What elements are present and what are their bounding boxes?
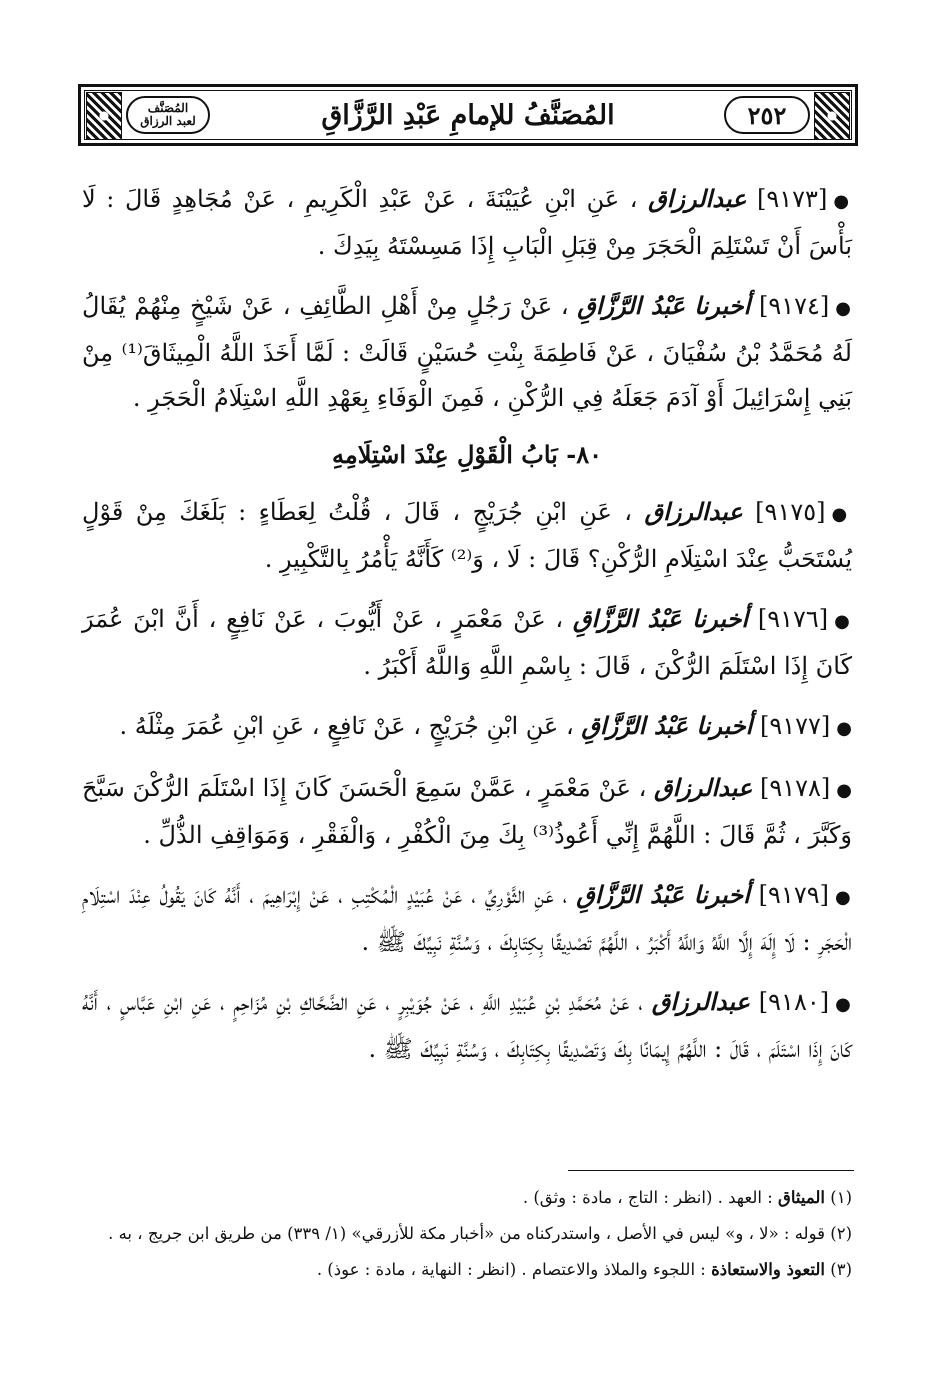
bullet-icon: ● (833, 191, 852, 212)
hadith-source: عبدالرزاق (644, 497, 743, 526)
hadith-paragraph (82, 283, 852, 421)
book-title: المُصَنَّفُ للإمامِ عَبْدِ الرَّزَّاقِ (321, 100, 615, 131)
hadith-source: عبدالرزاق (651, 987, 750, 1016)
hadith-paragraph (82, 596, 852, 689)
hadith-text: ، عَنْ مُحَمَّدِ بْنِ عُبَيْدِ اللَّهِ ، عَنْ جُوَيْبِرٍ ، عَنِ الضَّحَّاكِ بْنِ مُزَاحِمٍ ، عَنِ ابْنِ عَبَّاسٍ ، أَنَّهُ كَانَ إِذَا اسْتَلَمَ ، قَالَ : اللَّهُمَّ إِيمَانًا بِكَ وَتَصْدِيقًا بِكِتَابِكَ ، وَسُنَّةِ نَبِيِّكَ ﷺ . (82, 988, 852, 1063)
logo-line: لعبد الرزاق (140, 114, 196, 128)
footnote-marker: (١) (830, 1188, 852, 1207)
corner-ornament-icon (814, 92, 850, 140)
hadith-text: ، عَنِ ابْنِ جُرَيْجٍ ، عَنْ نَافِعٍ ، عَنِ ابْنِ عُمَرَ مِثْلَهُ . (119, 712, 574, 740)
footnote-text: قوله : «لا ، و» ليس في الأصل ، واستدركناه من «أخبار مكة للأزرقي» (١/ ٣٣٩) من طريق ابن جريج ، به . (108, 1224, 825, 1243)
footnote-marker: (٢) (830, 1224, 852, 1243)
footnote (82, 1184, 852, 1212)
hadith-source: عبدالرزاق (654, 773, 753, 802)
hadith-paragraph (82, 176, 852, 269)
bullet-icon: ● (836, 718, 852, 739)
section-number: ٨٠- (566, 440, 602, 469)
series-logo (140, 102, 196, 128)
bullet-icon: ● (836, 780, 853, 801)
section-heading (82, 435, 852, 475)
hadith-text: ، عَنْ مَعْمَرٍ ، عَنْ أَيُّوبَ ، عَنْ نَافِعٍ ، أَنَّ ابْنَ عُمَرَ كَانَ إِذَا اسْتَلَمَ الرُّكْنَ ، قَالَ : بِاسْمِ اللَّهِ وَاللَّهُ أَكْبَرُ . (82, 605, 852, 680)
hadith-source: أخبرنا عَبْدُ الرَّزَّاقِ (576, 880, 750, 909)
hadith-paragraph (82, 872, 852, 965)
hadith-source: عبدالرزاق (648, 184, 747, 213)
page-number: ٢٥٢ (747, 100, 787, 130)
bullet-icon: ● (834, 887, 852, 908)
footnote-text: : اللجوء والملاذ والاعتصام . (انظر : النهاية ، مادة : عوذ) . (316, 1260, 706, 1279)
hadith-text: ، عَنْ مَعْمَرٍ ، عَمَّنْ سَمِعَ الْحَسَنَ كَانَ إِذَا اسْتَلَمَ الرُّكْنَ سَبَّحَ وَكَبَّرَ ، ثُمَّ قَالَ : اللَّهُمَّ إِنِّي أَعُوذُ⁽³⁾ بِكَ مِنَ الْكُفْرِ ، وَالْفَقْرِ ، وَمَوَاقِفِ الذُّلِّ . (82, 774, 852, 849)
hadith-text: ، عَنْ رَجُلٍ مِنْ أَهْلِ الطَّائِفِ ، عَنْ شَيْخٍ مِنْهُمْ يُقَالُ لَهُ مُحَمَّدُ بْنُ سُفْيَانَ ، عَنْ فَاطِمَةَ بِنْتِ حُسَيْنٍ قَالَتْ : لَمَّا أَخَذَ اللَّهُ الْمِيثَاقَ⁽¹⁾ مِنْ بَنِي إِسْرَائِيلَ أَوْ آدَمَ جَعَلَهُ فِي الرُّكْنِ ، فَمِنَ الْوَفَاءِ بِعَهْدِ اللَّهِ اسْتِلَامُ الْحَجَرِ . (82, 292, 852, 412)
hadith-number: [٩١٧٧] (759, 712, 831, 740)
section-title: بَابُ الْقَوْلِ عِنْدَ اسْتِلَامِهِ (332, 440, 558, 469)
hadith-number: [٩١٧٣] (757, 185, 828, 213)
bullet-icon: ● (835, 994, 852, 1015)
hadith-number: [٩١٧٨] (759, 774, 831, 802)
hadith-paragraph (82, 979, 852, 1072)
hadith-paragraph (82, 489, 852, 582)
footnote-marker: (٣) (830, 1260, 852, 1279)
footnote-term: التعوذ والاستعاذة (711, 1260, 825, 1279)
hadith-paragraph (82, 765, 852, 858)
hadith-number: [٩١٧٤] (758, 292, 830, 320)
hadith-number: [٩١٨٠] (758, 988, 830, 1016)
hadith-text: ، عَنِ الثَّوْرِيِّ ، عَنْ عُبَيْدٍ الْمُكْتِبِ ، عَنْ إِبْرَاهِيمَ ، أَنَّهُ كَانَ يَقُولُ عِنْدَ اسْتِلَامِ الْحَجَرِ : لَا إِلَهَ إِلَّا اللَّهُ وَاللَّهُ أَكْبَرُ ، اللَّهُمَّ تَصْدِيقًا بِكِتَابِكَ ، وَسُنَّةِ نَبِيِّكَ ﷺ . (82, 881, 852, 956)
logo-line: المُصَنَّف (147, 101, 189, 115)
page-body (82, 176, 852, 1086)
footnote (82, 1220, 852, 1248)
hadith-number: [٩١٧٩] (758, 881, 829, 909)
footnote-divider (568, 1170, 854, 1171)
footnote-text: : العهد . (انظر : التاج ، مادة : وثق) . (522, 1188, 773, 1207)
hadith-text: ، عَنِ ابْنِ عُيَيْنَةَ ، عَنْ عَبْدِ الْكَرِيمِ ، عَنْ مُجَاهِدٍ قَالَ : لَا بَأْسَ أَنْ تَسْتَلِمَ الْحَجَرَ مِنْ قِبَلِ الْبَابِ إِذَا مَسِسْتَهُ بِيَدِكَ . (82, 185, 852, 260)
bullet-icon: ● (834, 611, 852, 632)
footnotes (82, 1184, 852, 1292)
hadith-source: أخبرنا عَبْدُ الرَّزَّاقِ (577, 291, 751, 320)
bullet-icon: ● (835, 298, 852, 319)
footnote-term: الميثاق (778, 1188, 825, 1207)
footnote (82, 1256, 852, 1284)
series-logo-badge (126, 96, 210, 134)
hadith-number: [٩١٧٥] (755, 498, 826, 526)
hadith-number: [٩١٧٦] (757, 605, 829, 633)
hadith-paragraph (82, 703, 852, 751)
page-number-badge (724, 96, 810, 134)
hadith-source: أخبرنا عَبْدُ الرَّزَّاقِ (572, 604, 749, 633)
page-header (78, 84, 858, 146)
hadith-text: ، عَنِ ابْنِ جُرَيْجٍ ، قَالَ ، قُلْتُ لِعَطَاءٍ : بَلَغَكَ مِنْ قَوْلٍ يُسْتَحَبُّ عِنْدَ اسْتِلَامِ الرُّكْنِ؟ قَالَ : لَا ، وَ⁽²⁾ كَأَنَّهُ يَأْمُرُ بِالتَّكْبِيرِ . (82, 498, 852, 573)
corner-ornament-icon (86, 92, 122, 140)
hadith-source: أخبرنا عَبْدُ الرَّزَّاقِ (581, 711, 753, 740)
bullet-icon: ● (831, 504, 852, 525)
